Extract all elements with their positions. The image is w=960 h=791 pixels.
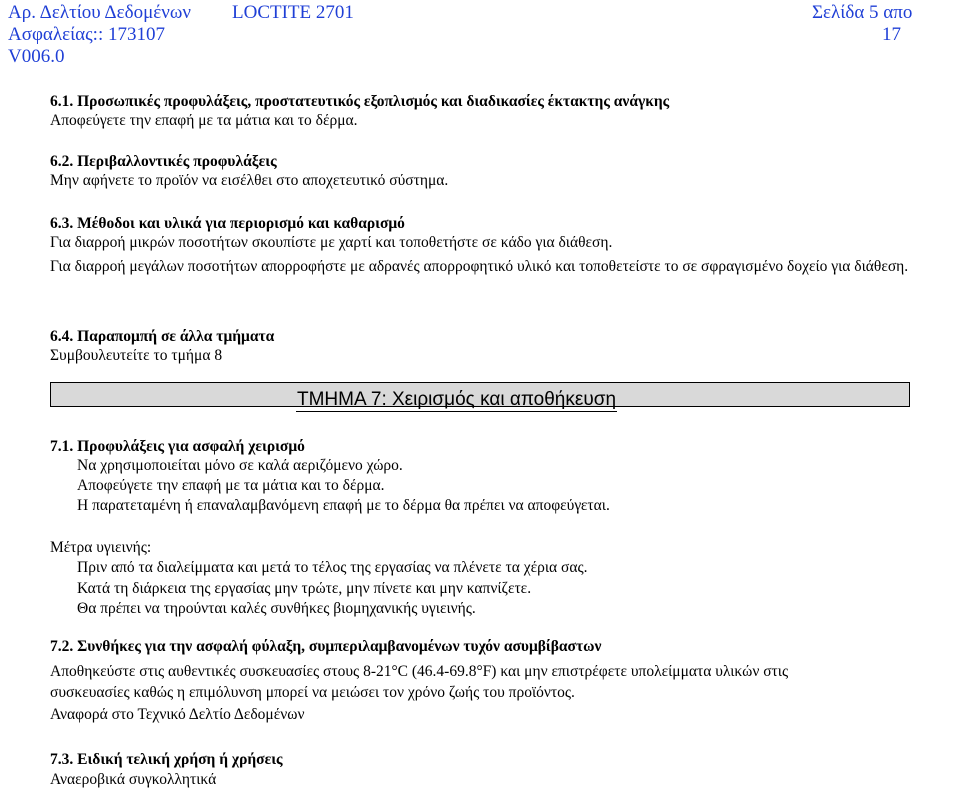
section-6-2-text: Μην αφήνετε το προϊόν να εισέλθει στο αποχετευτικό σύστημα. [50,172,449,189]
section-7-1-line: Η παρατεταμένη ή επαναλαμβανόμενη επαφή με το δέρμα θα πρέπει να αποφεύγεται. [77,497,610,514]
section-7-1-line: Αποφεύγετε την επαφή με τα μάτια και το δέρμα. [77,477,385,494]
section-6-4-heading: 6.4. Παραπομπή σε άλλα τμήματα [50,328,275,345]
section-7-2-text: συσκευασίες καθώς η επιμόλυνση μπορεί να μειώσει τον χρόνο ζωής του προϊόντος. [50,684,575,701]
product-name: LOCTITE 2701 [232,2,354,23]
hygiene-label: Μέτρα υγιεινής: [50,539,152,556]
hygiene-line: Κατά τη διάρκεια της εργασίας μην τρώτε, μην πίνετε και μην καπνίζετε. [77,580,532,597]
section-7-1-line: Να χρησιμοποιείται μόνο σε καλά αεριζόμενο χώρο. [77,457,403,474]
hygiene-line: Πριν από τα διαλείμματα και μετά το τέλος της εργασίας να πλένετε τα χέρια σας. [77,559,588,576]
version-label: V006.0 [8,46,65,67]
section-6-3-text-large: Για διαρροή μεγάλων ποσοτήτων απορροφήστε με αδρανές απορροφητικό υλικό και τοποθετείστε το σε σφραγισμένο δοχείο για διάθεση. [50,258,909,275]
section-7-2-text: Αποθηκεύστε στις αυθεντικές συσκευασίες στους 8-21°C (46.4-69.8°F) και μην επιστρέφετε υπολείμματα υλικών στις [50,663,789,680]
safety-label: Ασφαλείας:: 173107 [8,24,165,45]
section-7-3-text: Αναεροβικά συγκολλητικά [50,771,217,788]
section-6-3-text-small: Για διαρροή μικρών ποσοτήτων σκουπίστε με χαρτί και τοποθετήστε σε κάδο για διάθεση. [50,234,613,251]
page-label: Σελίδα 5 απο [812,2,913,23]
doc-type-label: Αρ. Δελτίου Δεδομένων [8,2,191,23]
section-6-3-heading: 6.3. Μέθοδοι και υλικά για περιορισμό και καθαρισμό [50,215,405,232]
section-7-2-reference: Αναφορά στο Τεχνικό Δελτίο Δεδομένων [50,706,305,723]
section-7-1-heading: 7.1. Προφυλάξεις για ασφαλή χειρισμό [50,438,305,455]
section-6-4-text: Συμβουλευτείτε το τμήμα 8 [50,347,223,364]
hygiene-line: Θα πρέπει να τηρούνται καλές συνθήκες βιομηχανικής υγιεινής. [77,600,476,617]
section-6-1-text: Αποφεύγετε την επαφή με τα μάτια και το δέρμα. [50,112,358,129]
section-7-3-heading: 7.3. Ειδική τελική χρήση ή χρήσεις [50,751,283,768]
section-6-2-heading: 6.2. Περιβαλλοντικές προφυλάξεις [50,153,277,170]
section-6-1-heading: 6.1. Προσωπικές προφυλάξεις, προστατευτικός εξοπλισμός και διαδικασίες έκτακτης ανάγκης [50,93,670,110]
section-7-title: ΤΜΗΜΑ 7: Χειρισμός και αποθήκευση [297,389,617,410]
section-7-2-heading: 7.2. Συνθήκες για την ασφαλή φύλαξη, συμπεριλαμβανομένων τυχόν ασυμβίβαστων [50,638,602,655]
page-total: 17 [882,24,901,45]
